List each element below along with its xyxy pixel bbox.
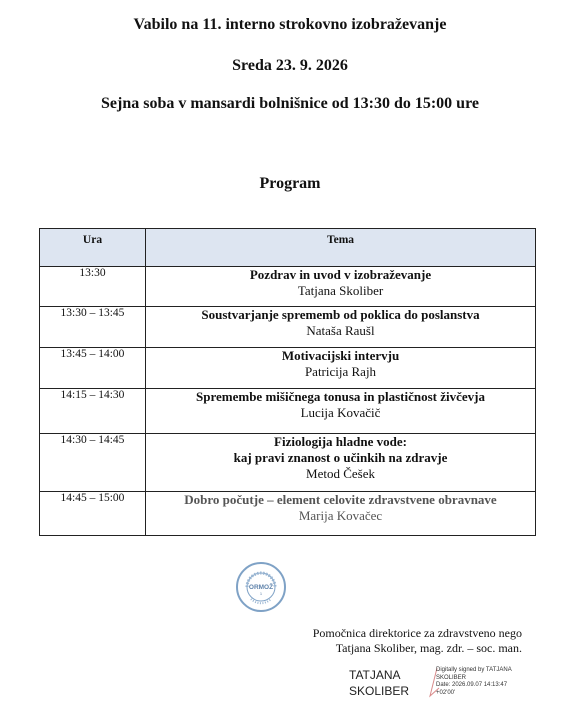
row-speaker: Tatjana Skoliber: [297, 283, 384, 298]
row-speaker: Metod Češek: [306, 466, 375, 481]
stamp-seal-icon: [238, 564, 284, 610]
table-row: [40, 389, 536, 434]
digital-signature-name: [349, 667, 409, 699]
digital-signature-info-line4: +02'00': [436, 689, 456, 696]
row-speaker: Patricija Rajh: [304, 364, 377, 379]
digital-signature-info-line1: Digitally signed by TATJANA: [436, 667, 512, 673]
row-topic-cell: [146, 267, 536, 307]
svg-text:1: 1: [259, 591, 263, 596]
row-topic-cell: [146, 348, 536, 389]
institution-stamp: [236, 562, 286, 612]
column-header-topic: Tema: [146, 229, 536, 267]
row-topic-line1: Fiziologija hladne vode:: [274, 434, 407, 449]
row-topic-line2: kaj pravi znanost o učinkih na zdravje: [233, 450, 448, 465]
digital-signature-info: [436, 667, 512, 697]
digital-signature-name-line2: SKOLIBER: [349, 684, 410, 698]
table-row: [40, 267, 536, 307]
row-topic: Spremembe mišičnega tonusa in plastičnost živčevja: [196, 389, 485, 404]
row-speaker: Lucija Kovačič: [300, 405, 381, 420]
row-time: 14:45 – 15:00: [40, 492, 146, 536]
table-row: [40, 307, 536, 348]
row-topic: Motivacijski intervju: [281, 348, 400, 363]
event-date: Sreda 23. 9. 2026: [232, 57, 348, 74]
digital-signature-name-line1: TATJANA: [349, 668, 401, 682]
row-time: 14:30 – 14:45: [40, 434, 146, 492]
row-speaker: Marija Kovačec: [298, 508, 383, 523]
invitation-title: Vabilo na 11. interno strokovno izobraževanje: [133, 16, 447, 33]
signatory-role: Pomočnica direktorice za zdravstveno nego: [312, 626, 522, 640]
row-time: 14:15 – 14:30: [40, 389, 146, 434]
digital-signature-info-line3: Date: 2026.09.07 14:13:47: [436, 682, 508, 688]
row-time: 13:45 – 14:00: [40, 348, 146, 389]
digital-signature-info-line2: SKOLIBER: [436, 674, 467, 681]
row-topic-cell: [146, 307, 536, 348]
signatory-name: Tatjana Skoliber, mag. zdr. – soc. man.: [335, 641, 522, 655]
row-topic: Pozdrav in uvod v izobraževanje: [249, 267, 432, 282]
row-topic-cell: [146, 434, 536, 492]
table-row: [40, 348, 536, 389]
table-header-row: [40, 229, 536, 267]
column-header-time: Ura: [40, 229, 146, 267]
row-speaker: Nataša Raušl: [306, 323, 375, 338]
program-heading: Program: [259, 175, 321, 192]
row-topic: Dobro počutje – element celovite zdravstvene obravnave: [184, 492, 497, 507]
stamp-center-text: ORMOŽ: [248, 584, 274, 591]
event-location: Sejna soba v mansardi bolnišnice od 13:30 do 15:00 ure: [101, 95, 479, 112]
row-time: 13:30: [40, 267, 146, 307]
program-table: [39, 228, 536, 536]
row-topic: Soustvarjanje sprememb od poklica do poslanstva: [201, 307, 480, 322]
row-topic-cell: [146, 389, 536, 434]
row-time: 13:30 – 13:45: [40, 307, 146, 348]
row-topic-cell: [146, 492, 536, 536]
table-row: [40, 434, 536, 492]
table-row: [40, 492, 536, 536]
